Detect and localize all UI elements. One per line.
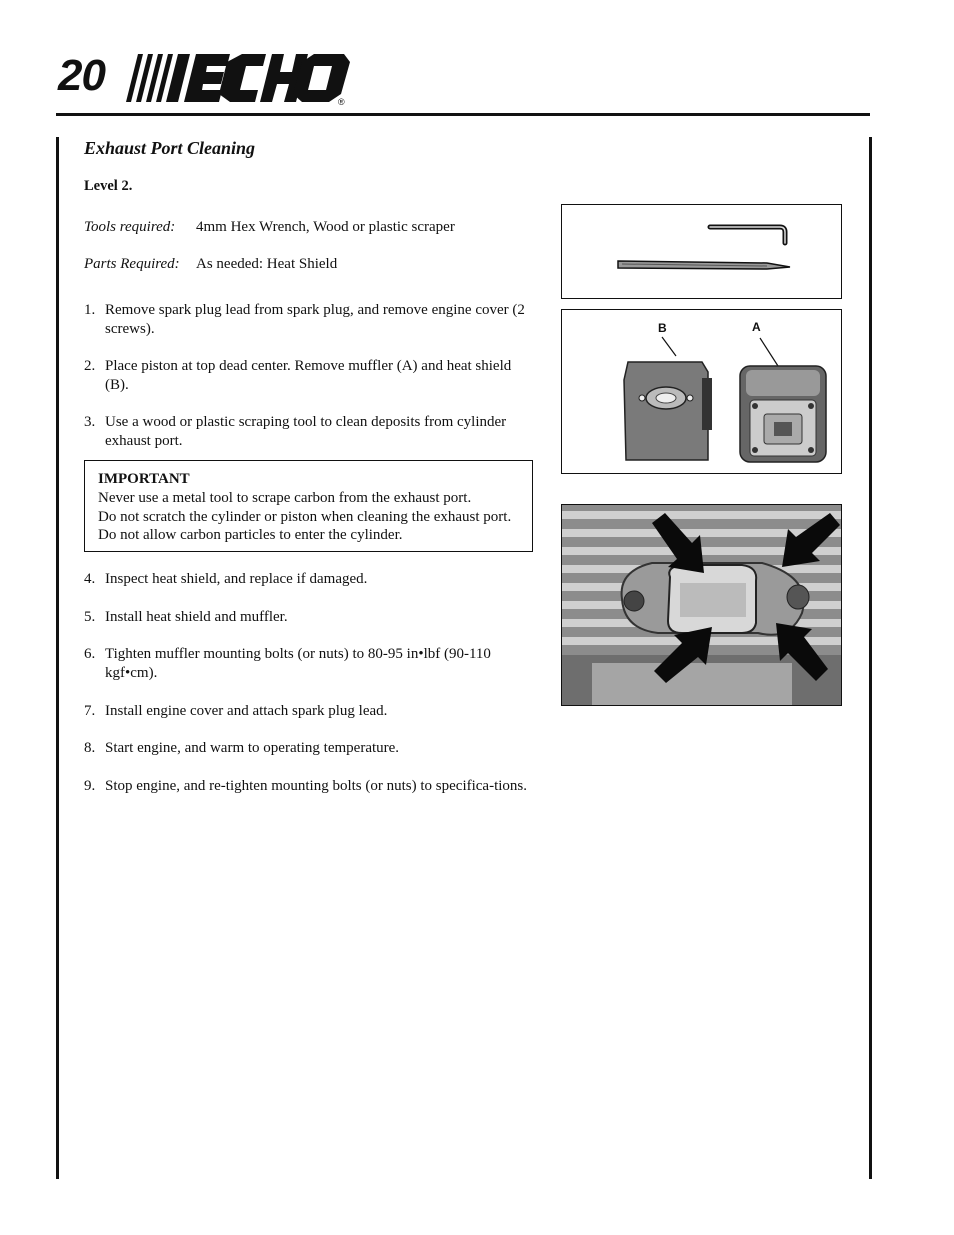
step-text: Stop engine, and re-tighten mounting bolts (or nuts) to specifica-tions.	[105, 777, 528, 794]
important-notice	[84, 460, 533, 552]
list-item	[84, 413, 534, 451]
header-rule	[56, 113, 870, 116]
parts-value: As needed: Heat Shield	[196, 256, 338, 272]
step-text: Remove spark plug lead from spark plug, and remove engine cover (2 screws).	[105, 302, 525, 337]
list-item	[84, 608, 534, 627]
parts-label: Parts Required:	[84, 256, 180, 272]
section-title: Exhaust Port Cleaning	[84, 138, 256, 158]
parts-required	[84, 256, 337, 273]
step-number: 1.	[84, 302, 96, 318]
svg-text:®: ®	[338, 97, 345, 106]
step-text: Tighten muffler mounting bolts (or nuts) to 80-95 in•lbf (90-110 kgf•cm).	[105, 646, 491, 681]
step-number: 9.	[84, 777, 96, 794]
level-label: Level 2.	[84, 178, 133, 194]
tools-required	[84, 219, 455, 236]
step-text: Install engine cover and attach spark plug lead.	[105, 702, 388, 719]
label-b: B	[658, 321, 667, 335]
list-item	[84, 777, 534, 796]
step-text: Place piston at top dead center. Remove muffler (A) and heat shield (B).	[105, 358, 512, 393]
step-text: Inspect heat shield, and replace if damaged.	[105, 571, 368, 587]
exhaust-port-figure	[561, 504, 842, 706]
important-line-2: Do not scratch the cylinder or piston when cleaning the exhaust port. Do not allow carbon particles to enter the cylinder.	[98, 508, 512, 544]
tools-figure	[561, 204, 842, 299]
steps-list-second	[84, 570, 534, 814]
list-item	[84, 645, 534, 683]
list-item	[84, 357, 534, 395]
list-item	[84, 702, 534, 721]
steps-list-first	[84, 301, 534, 469]
list-item	[84, 570, 534, 589]
list-item	[84, 301, 534, 339]
step-text: Use a wood or plastic scraping tool to clean deposits from cylinder exhaust port.	[105, 414, 507, 449]
label-a: A	[752, 320, 761, 334]
step-number: 5.	[84, 608, 96, 625]
step-text: Start engine, and warm to operating temperature.	[105, 740, 400, 756]
right-margin-rule	[869, 137, 872, 1179]
echo-logo	[118, 52, 350, 106]
muffler-heat-shield-figure	[561, 309, 842, 474]
step-number: 7.	[84, 702, 96, 719]
important-title: IMPORTANT	[98, 471, 190, 487]
step-number: 8.	[84, 740, 96, 756]
tools-label: Tools required:	[84, 219, 176, 235]
exhaust-port-arrows-icon	[562, 505, 841, 705]
step-number: 2.	[84, 358, 96, 374]
step-number: 4.	[84, 571, 96, 587]
important-line-1: Never use a metal tool to scrape carbon from the exhaust port.	[98, 489, 472, 506]
step-number: 3.	[84, 414, 96, 430]
tools-value: 4mm Hex Wrench, Wood or plastic scraper	[196, 219, 455, 235]
left-margin-rule	[56, 137, 59, 1179]
hex-wrench-and-scraper-icon	[562, 205, 841, 298]
step-text: Install heat shield and muffler.	[105, 608, 288, 625]
step-number: 6.	[84, 646, 96, 662]
heat-shield-and-muffler-icon	[562, 310, 841, 473]
list-item	[84, 739, 534, 758]
page-number: 20	[58, 51, 105, 100]
